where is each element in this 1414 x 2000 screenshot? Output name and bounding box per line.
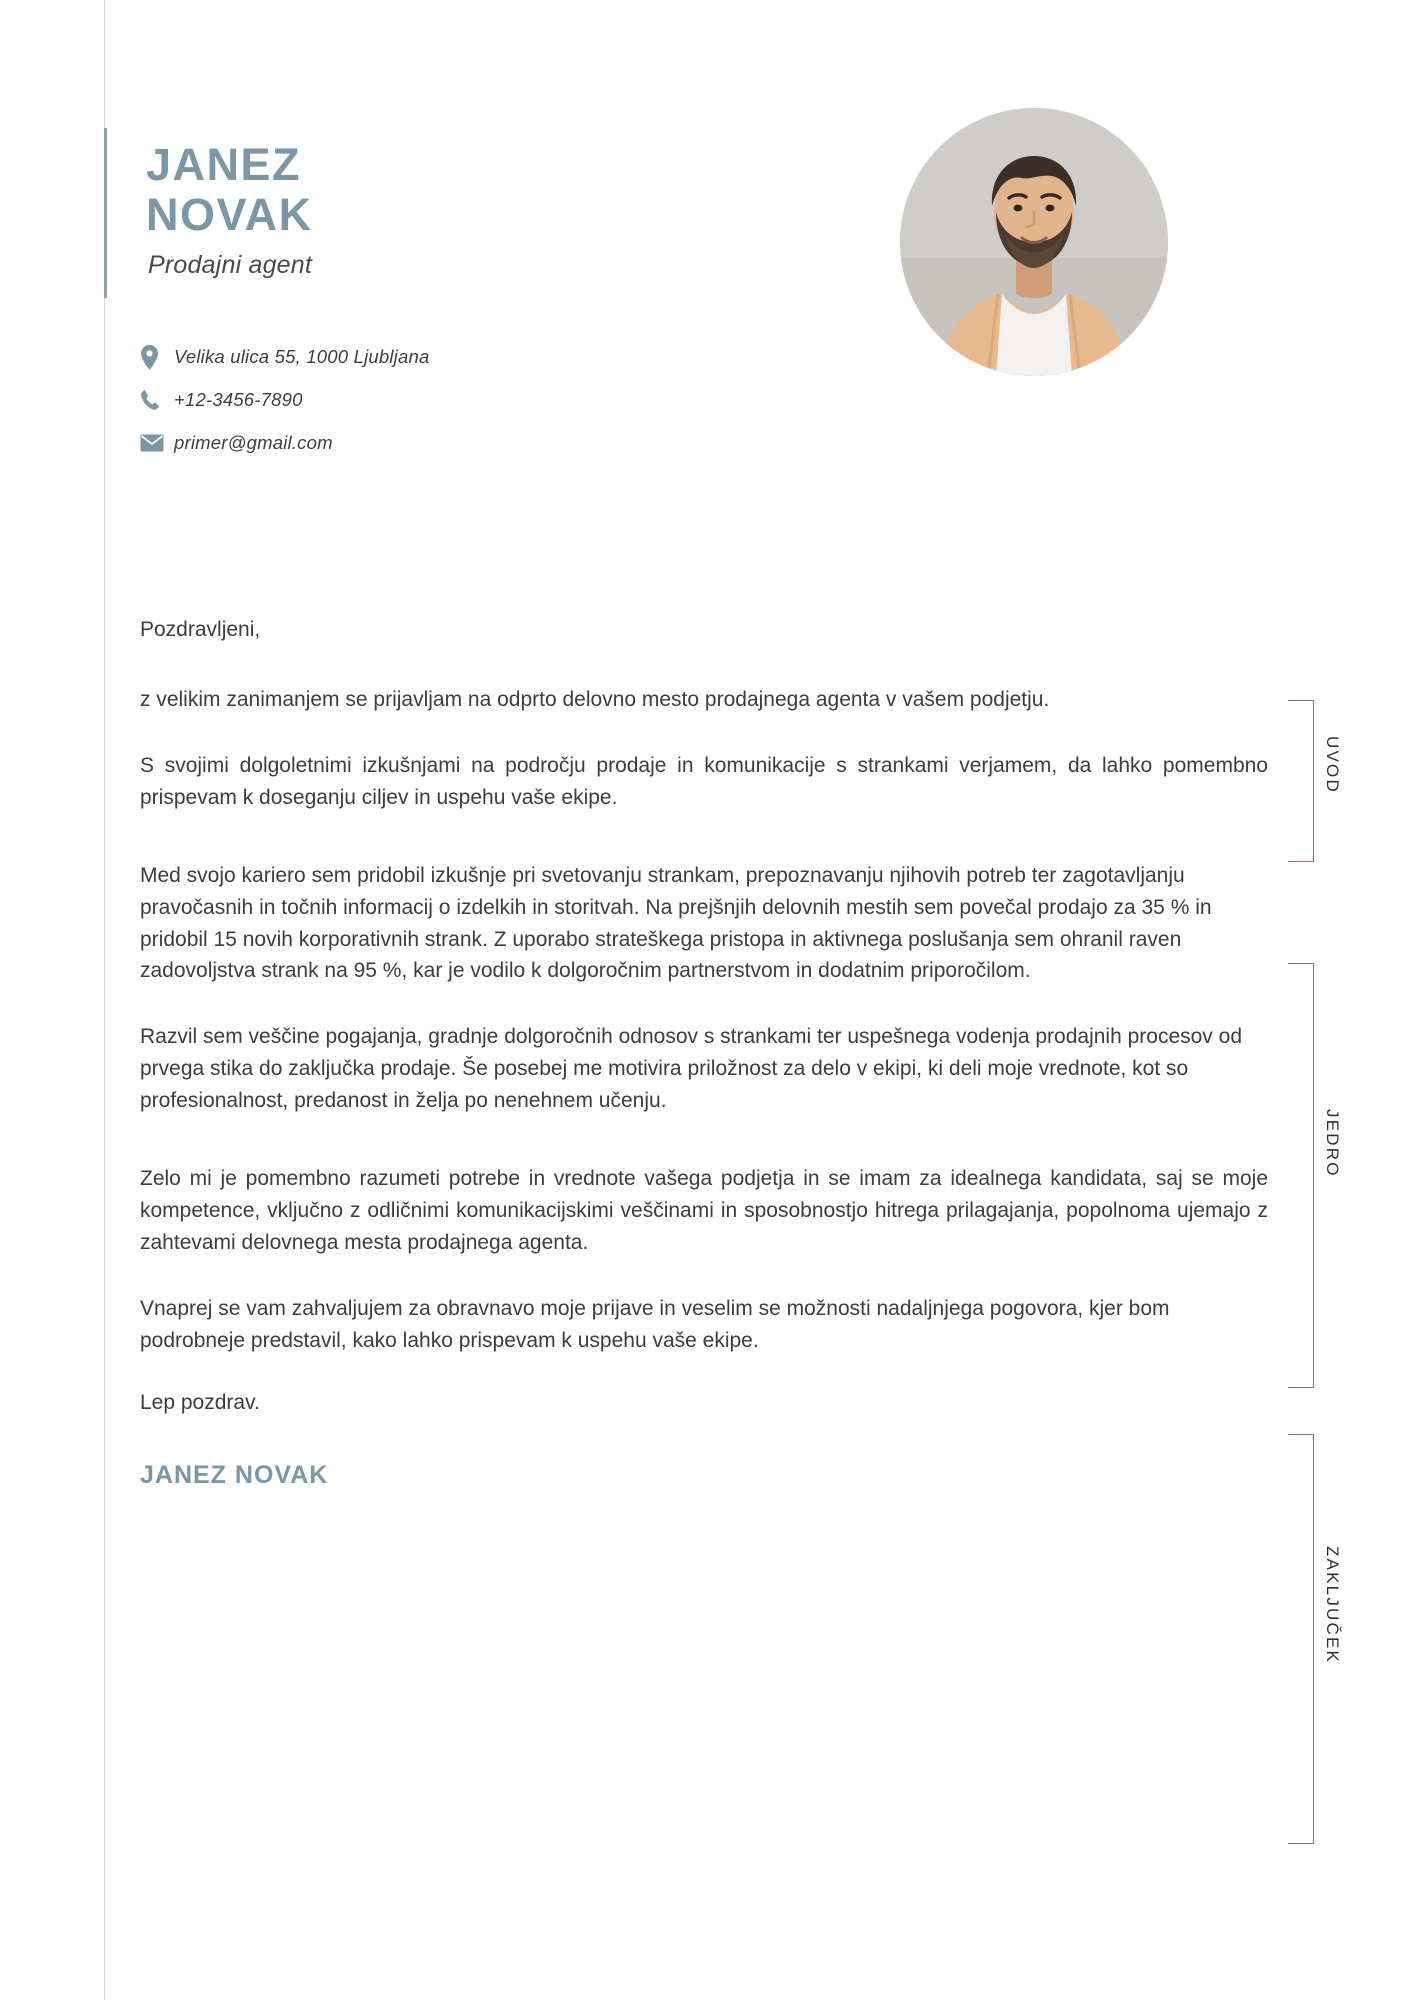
portrait-illustration <box>900 108 1168 376</box>
letter-signoff: Lep pozdrav. <box>140 1390 260 1414</box>
contact-item-email <box>140 431 429 455</box>
bracket-shape <box>1288 963 1314 1388</box>
letter-paragraph: S svojimi dolgoletnimi izkušnjami na področju prodaje in komunikacije s strankami verjamem, da lahko pomembno prispevam k doseganju ciljev in uspehu vaše ekipe. <box>140 753 1268 809</box>
contact-item-phone <box>140 388 429 412</box>
name-accent-bar <box>104 128 107 298</box>
section-marker-label: ZAKLJUČEK <box>1323 1546 1342 1665</box>
letter-paragraph: Zelo mi je pomembno razumeti potrebe in vrednote vašega podjetja in se imam za idealnega kandidata, saj se moje kompetence, vključno z odličnimi komunikacijskimi veščinami in sposobnostjo hitrega prilagajanja, popolnoma ujemajo z zahtevami delovnega mesta prodajnega agenta. <box>140 1167 1268 1254</box>
name-block <box>146 140 313 280</box>
letter-signature: JANEZ NOVAK <box>140 1460 329 1489</box>
envelope-icon <box>140 434 174 452</box>
section-spacer <box>140 1151 1268 1163</box>
contact-email-text: primer@gmail.com <box>174 432 333 453</box>
letter-body <box>140 618 1268 1490</box>
document-header <box>0 0 1414 500</box>
letter-greeting: Pozdravljeni, <box>140 618 261 641</box>
contact-list <box>140 345 429 455</box>
section-spacer <box>140 848 1268 860</box>
phone-icon <box>140 389 174 411</box>
letter-paragraph: Med svojo kariero sem pridobil izkušnje pri svetovanju strankam, prepoznavanju njihovih potreb ter zagotavljanju pravočasnih in točnih informacij o izdelkih in storitvah. Na prejšnjih delovnih mestih sem povečal prodajo za 35 % in pridobil 15 novih korporativnih strank. Z uporabo strateškega pristopa in aktivnega poslušanja sem ohranil raven zadovoljstva strank na 95 %, kar je vodilo k dolgoročnim partnerstvom in dodatnim priporočilom. <box>140 863 1212 983</box>
avatar <box>900 108 1168 376</box>
contact-phone-text: +12-3456-7890 <box>174 389 303 410</box>
section-marker-label: JEDRO <box>1323 1109 1342 1178</box>
contact-item-address <box>140 345 429 369</box>
bracket-shape <box>1288 700 1314 862</box>
letter-paragraph: Razvil sem veščine pogajanja, gradnje dolgoročnih odnosov s strankami ter uspešnega vodenja prodajnih procesov od prvega stika do zaključka prodaje. Še posebej me motivira priložnost za delo v ekipi, ki deli moje vrednote, kot so profesionalnost, predanost in želja po nenehnem učenju. <box>140 1025 1242 1113</box>
contact-address-text: Velika ulica 55, 1000 Ljubljana <box>174 346 430 367</box>
job-title: Prodajni agent <box>148 250 313 279</box>
location-pin-icon <box>140 345 174 370</box>
letter-paragraph: Vnaprej se vam zahvaljujem za obravnavo moje prijave in veselim se možnosti nadaljnjega pogovora, kjer bom podrobneje predstavil, kako lahko prispevam k uspehu vaše ekipe. <box>140 1296 1170 1352</box>
first-name: JANEZ <box>146 139 302 190</box>
bracket-shape <box>1288 1434 1314 1844</box>
section-marker-label: UVOD <box>1323 736 1342 794</box>
letter-paragraph: z velikim zanimanjem se prijavljam na odprto delovno mesto prodajnega agenta v vašem podjetju. <box>140 688 1050 711</box>
last-name: NOVAK <box>146 189 313 241</box>
